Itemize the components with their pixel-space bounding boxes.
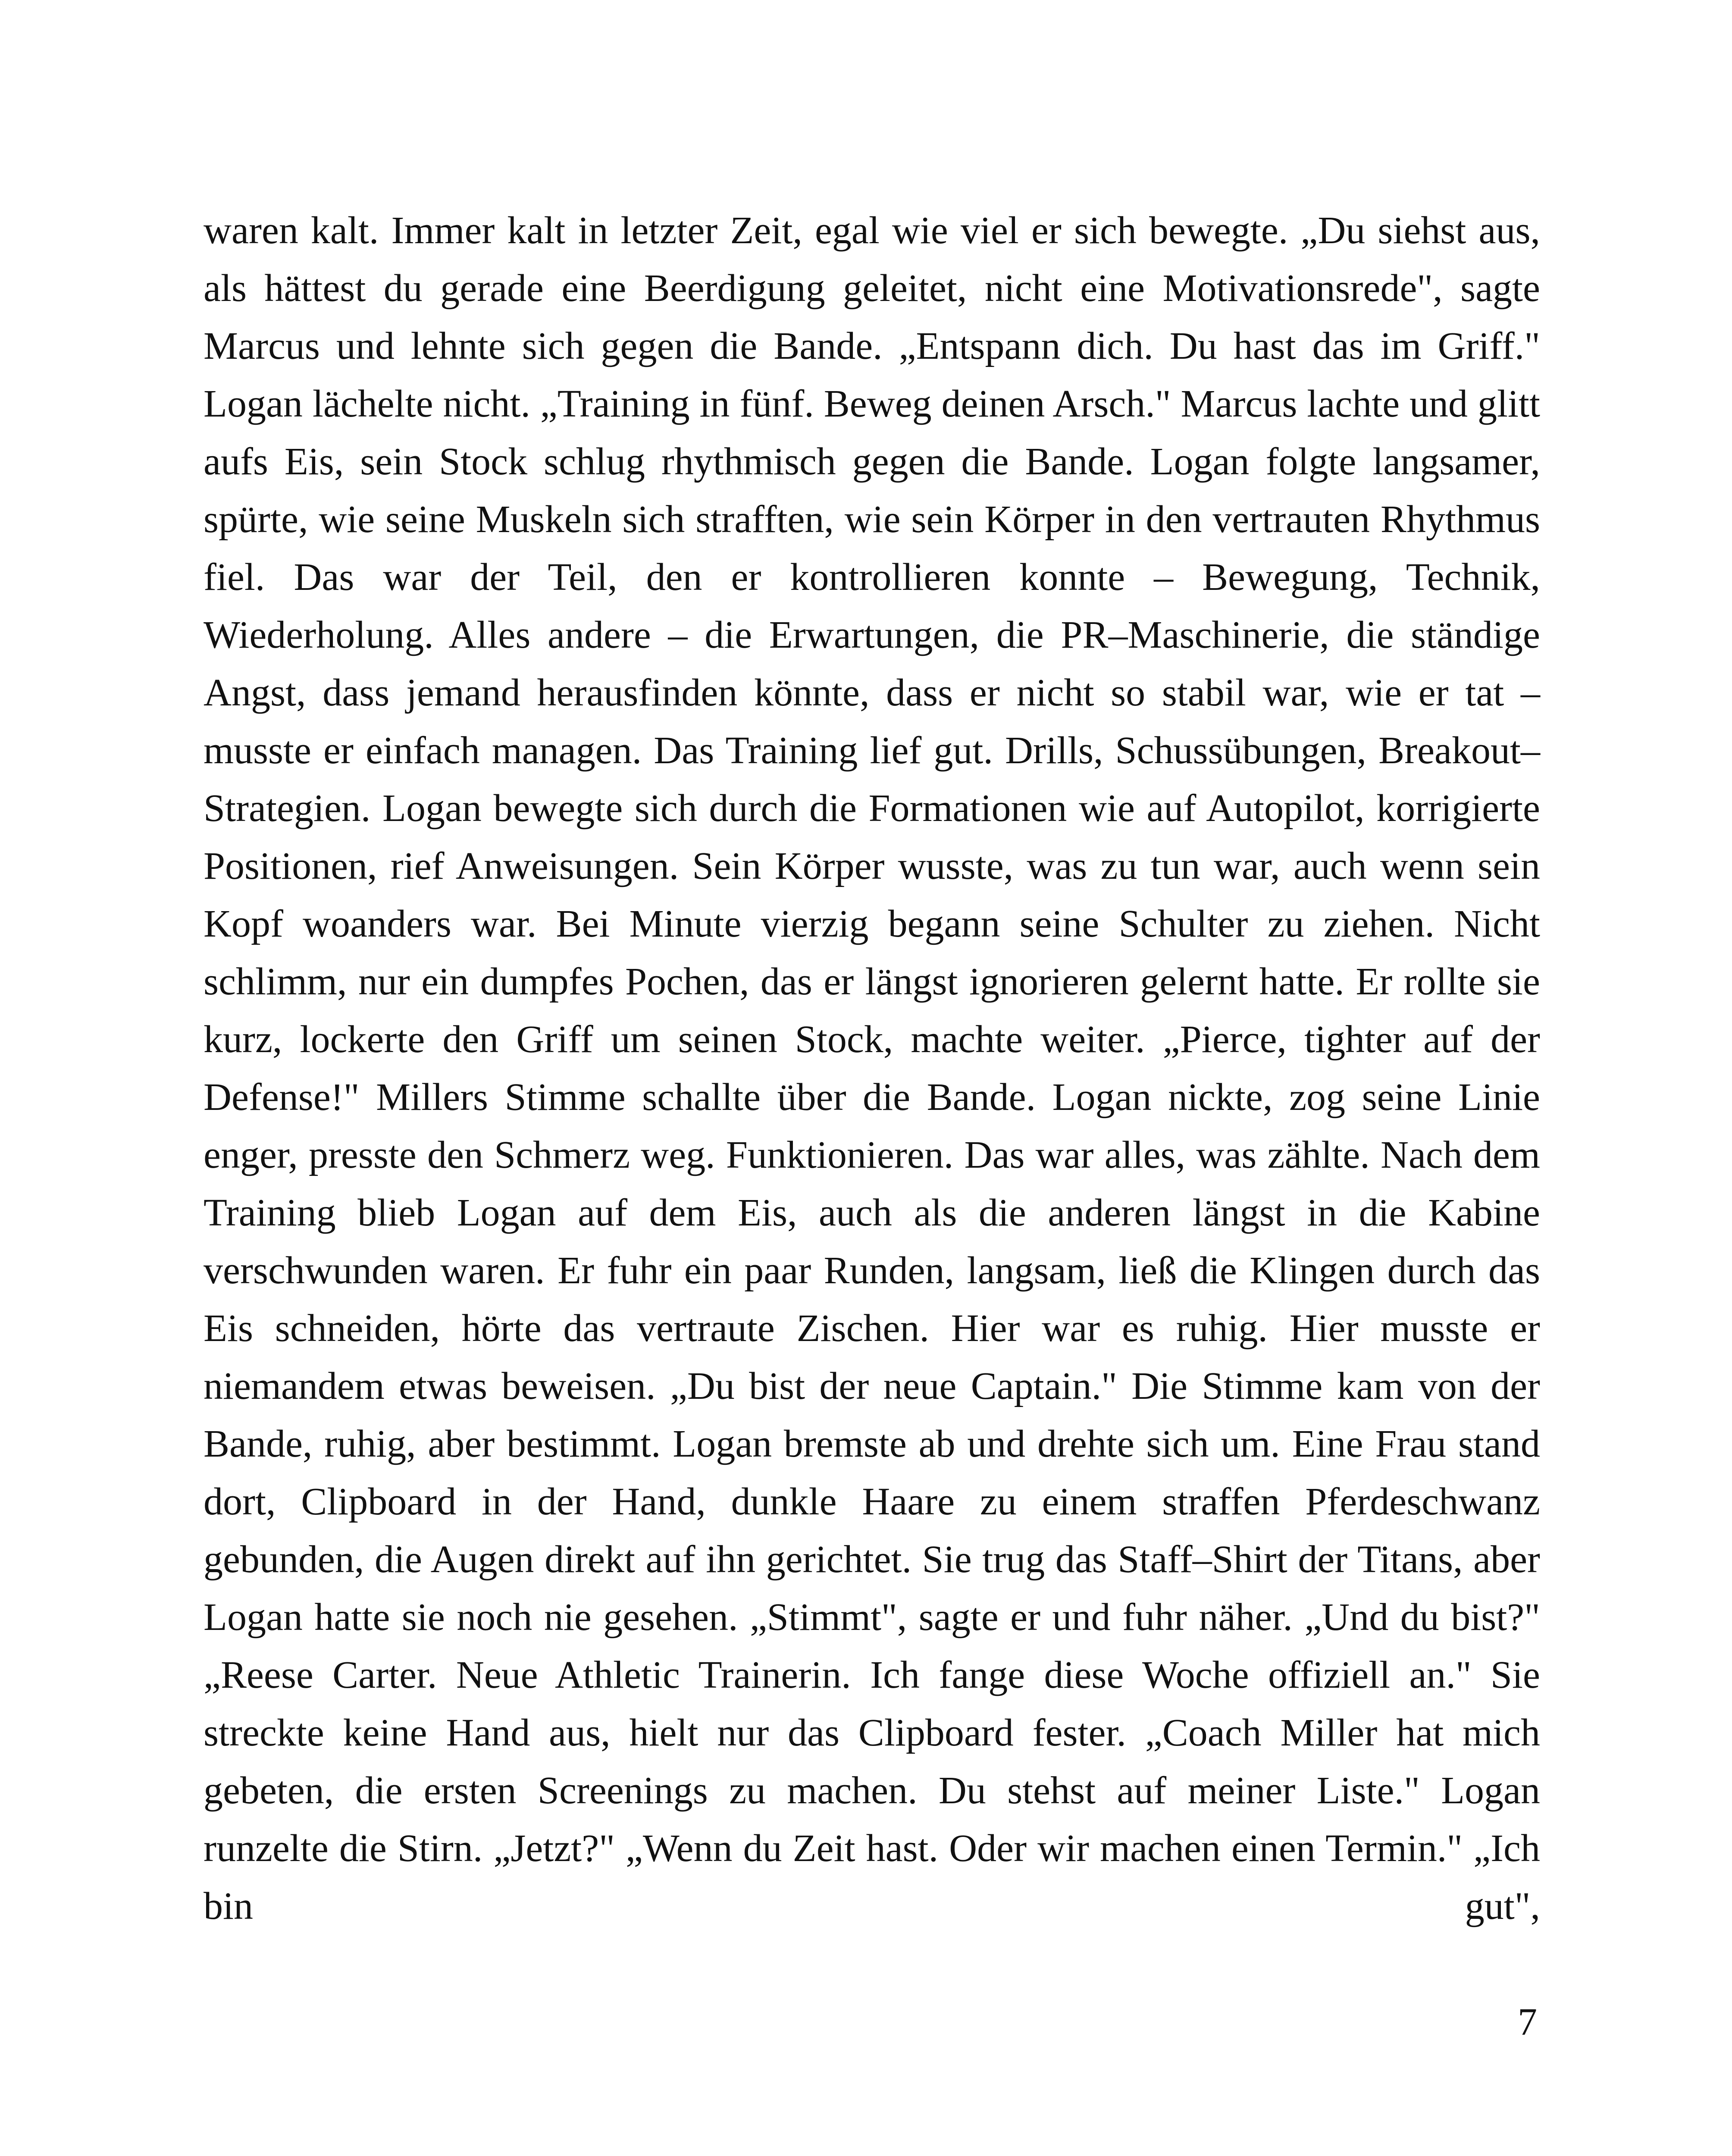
body-text: waren kalt. Immer kalt in letzter Zeit, egal wie viel er sich bewegte. „Du siehst aus, als hättest du gerade eine Beerdigung geleitet, nicht eine Motivationsrede", sagte Marcus und lehnte sich gegen die Bande. „Entspann dich. Du hast das im Griff." Logan lächelte nicht. „Training in fünf. Beweg deinen Arsch." Marcus lachte und glitt aufs Eis, sein Stock schlug rhythmisch gegen die Bande. Logan folgte langsamer, spürte, wie seine Muskeln sich strafften, wie sein Körper in den vertrauten Rhythmus fiel. Das war der Teil, den er kontrollieren konnte – Bewegung, Technik, Wiederholung. Alles andere – die Erwartungen, die PR–Maschinerie, die ständige Angst, dass jemand herausfinden könnte, dass er nicht so stabil war, wie er tat – musste er einfach managen. Das Training lief gut. Drills, Schussübungen, Breakout–Strategien. Logan bewegte sich durch die Formationen wie auf Autopilot, korrigierte Positionen, rief Anweisungen. Sein Körper wusste, was zu tun war, auch wenn sein Kopf woanders war. Bei Minute vierzig begann seine Schulter zu ziehen. Nicht schlimm, nur ein dumpfes Pochen, das er längst ignorieren gelernt hatte. Er rollte sie kurz, lockerte den Griff um seinen Stock, machte weiter. „Pierce, tighter auf der Defense!" Millers Stimme schallte über die Bande. Logan nickte, zog seine Linie enger, presste den Schmerz weg. Funktionieren. Das war alles, was zählte. Nach dem Training blieb Logan auf dem Eis, auch als die anderen längst in die Kabine verschwunden waren. Er fuhr ein paar Runden, langsam, ließ die Klingen durch das Eis schneiden, hörte das vertraute Zischen. Hier war es ruhig. Hier musste er niemandem etwas beweisen. „Du bist der neue Captain." Die Stimme kam von der Bande, ruhig, aber bestimmt. Logan bremste ab und drehte sich um. Eine Frau stand dort, Clipboard in der Hand, dunkle Haare zu einem straffen Pferdeschwanz gebunden, die Augen direkt auf ihn gerichtet. Sie trug das Staff–Shirt der Titans, aber Logan hatte sie noch nie gesehen. „Stimmt", sagte er und fuhr näher. „Und du bist?" „Reese Carter. Neue Athletic Trainerin. Ich fange diese Woche offiziell an." Sie streckte keine Hand aus, hielt nur das Clipboard fester. „Coach Miller hat mich gebeten, die ersten Screenings zu machen. Du stehst auf meiner Liste." Logan runzelte die Stirn. „Jetzt?" „Wenn du Zeit hast. Oder wir machen einen Termin." „Ich bin gut",	[204, 209, 1540, 1927]
page-number: 7	[1518, 2001, 1537, 2043]
